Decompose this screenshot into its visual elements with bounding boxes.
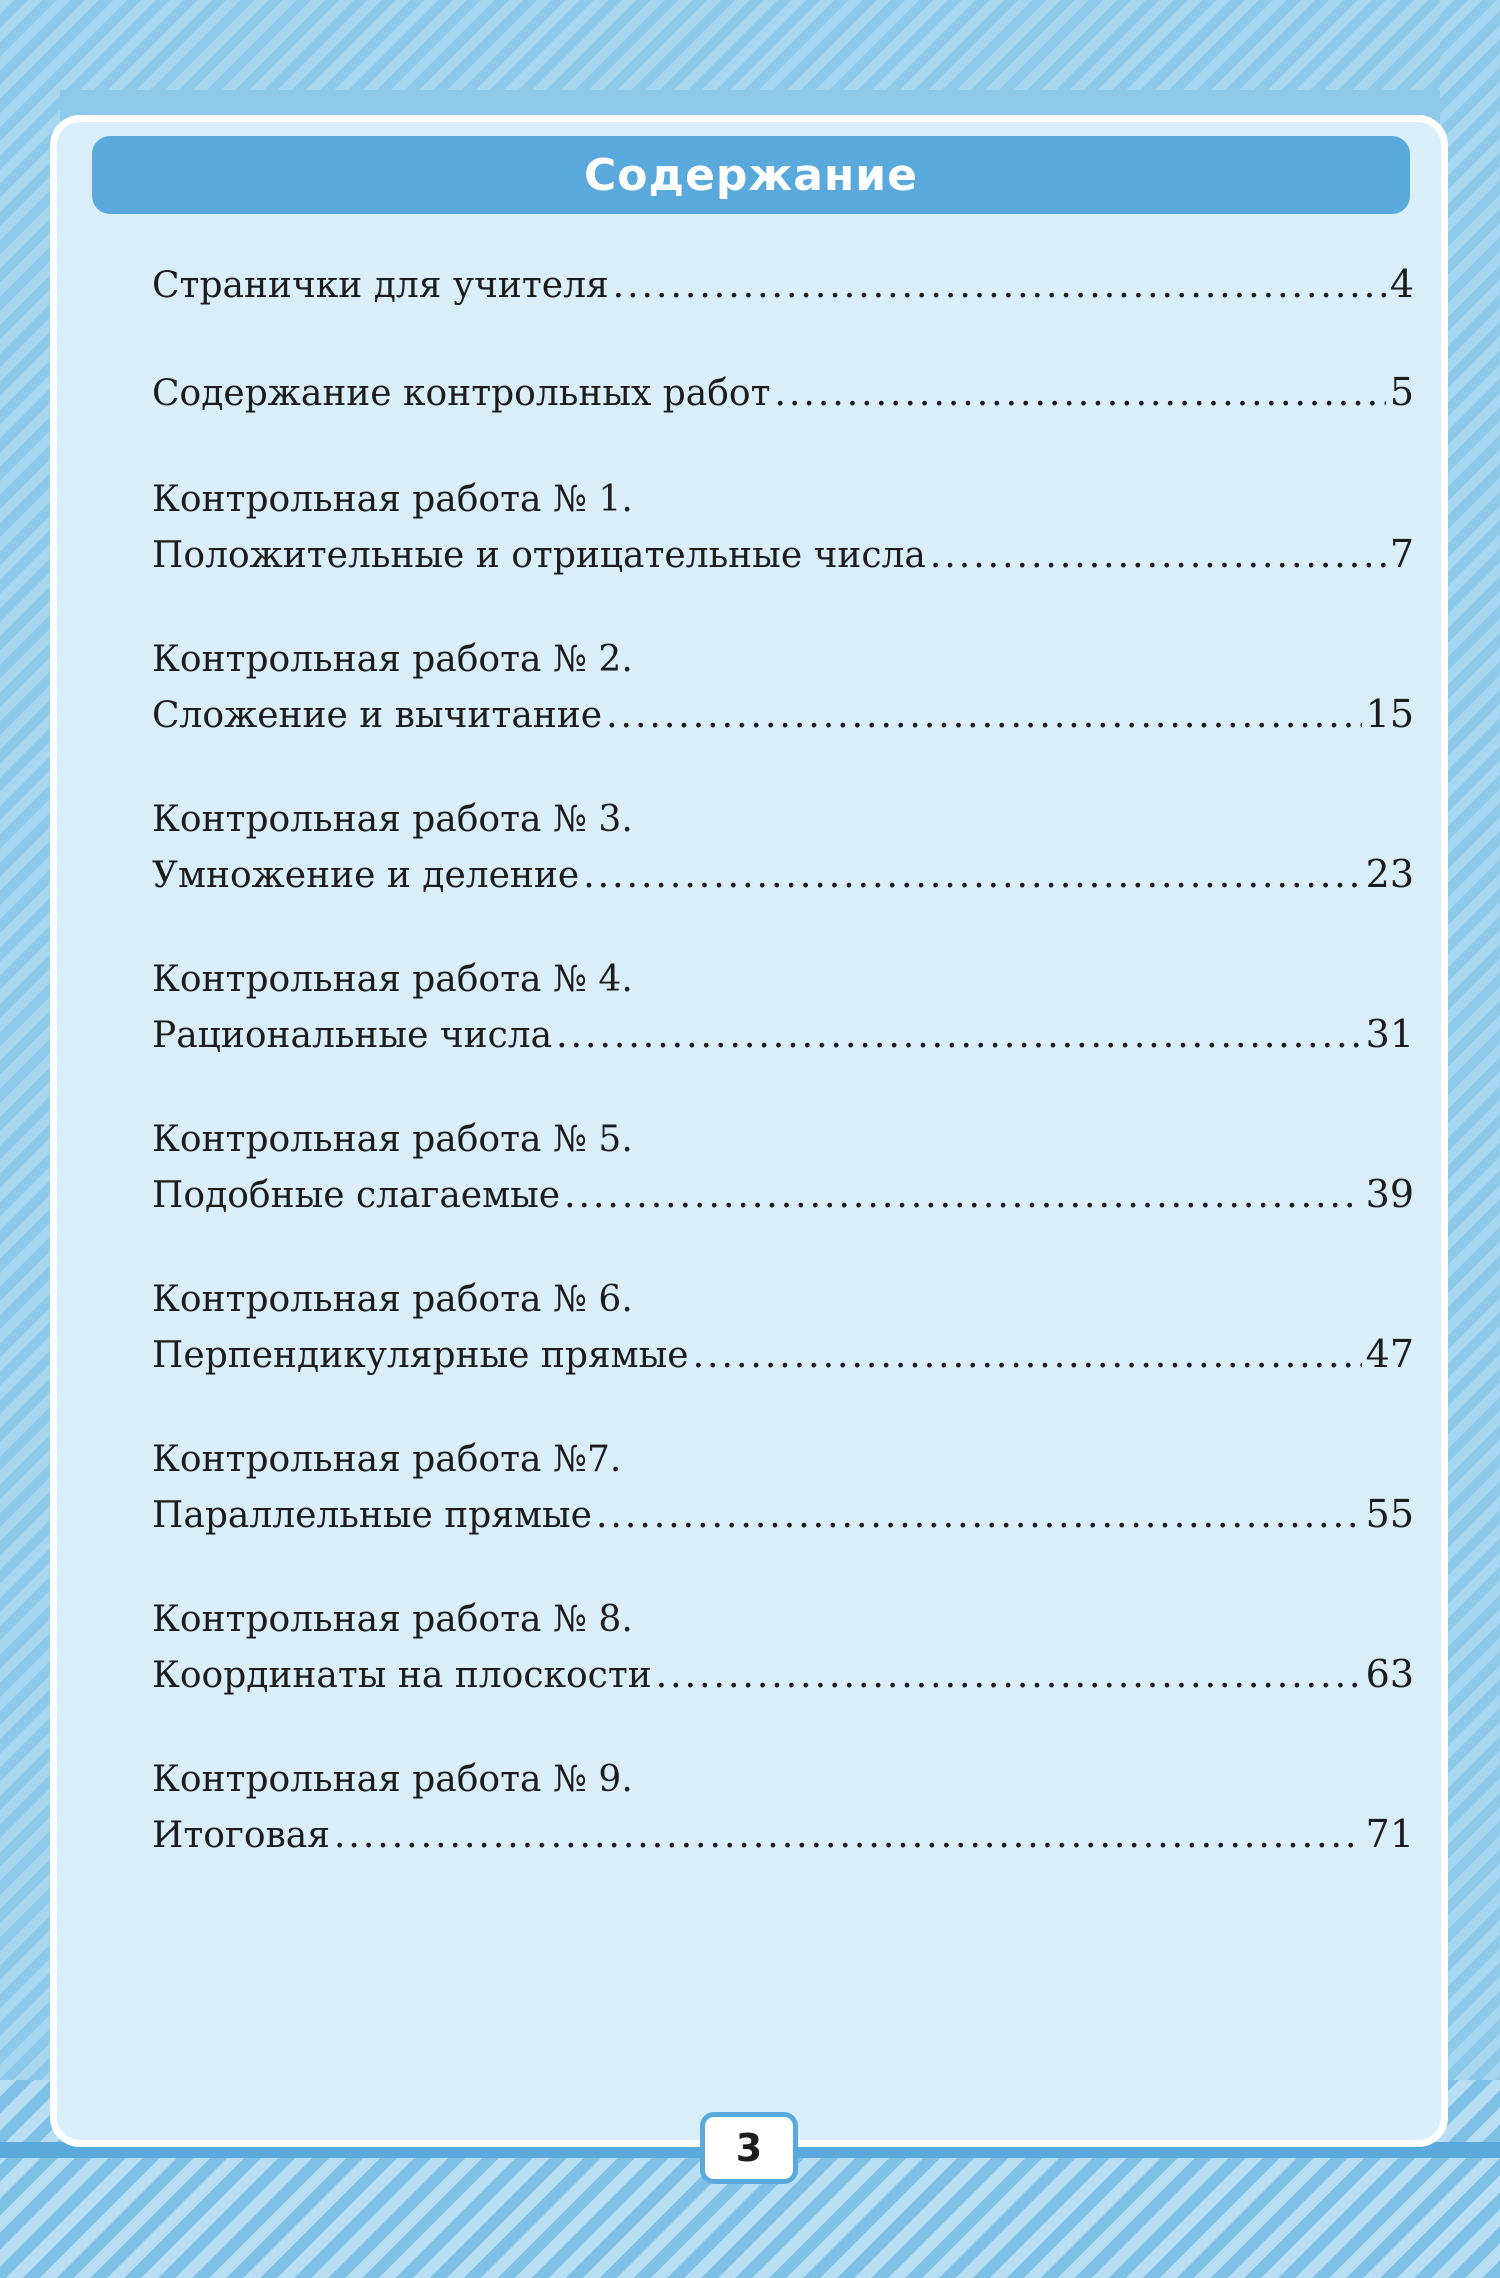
toc-entry-page: 71 [1365,1812,1414,1856]
toc-entry-title: Странички для учителя [152,265,609,306]
page-title: Содержание [584,149,918,201]
toc-entry[interactable] [152,793,1414,903]
leader-dots [606,689,1362,743]
toc-entry-heading: Контрольная работа № 6. [152,1279,633,1320]
toc-entry-page: 47 [1365,1332,1414,1376]
toc-entry[interactable] [152,473,1414,583]
toc-entry-heading: Контрольная работа № 4. [152,959,633,1000]
toc-entry[interactable] [152,1273,1414,1383]
toc-entry-heading: Контрольная работа № 3. [152,799,633,840]
toc-entry-heading: Контрольная работа № 8. [152,1599,633,1640]
leader-dots [596,1489,1362,1543]
toc-entry[interactable] [152,257,1414,313]
leader-dots [583,849,1361,903]
toc-entry-title: Перпендикулярные прямые [152,1335,689,1376]
leader-dots [556,1009,1362,1063]
right-pattern [1440,0,1500,2278]
toc-entry-page: 7 [1389,532,1414,576]
leader-dots [656,1649,1362,1703]
table-of-contents [152,257,1414,1863]
toc-entry-title: Подобные слагаемые [152,1175,561,1216]
content-frame [50,115,1448,2147]
page-number-badge [700,2112,798,2184]
toc-entry[interactable] [152,365,1414,421]
toc-entry[interactable] [152,1433,1414,1543]
toc-entry-page: 4 [1389,262,1414,306]
header-bar [92,136,1410,214]
toc-entry-title: Положительные и отрицательные числа [152,535,926,576]
toc-entry-page: 31 [1365,1012,1414,1056]
toc-entry-heading: Контрольная работа № 9. [152,1759,633,1800]
toc-entry-page: 15 [1365,692,1414,736]
top-pattern [0,0,1500,90]
leader-dots [775,367,1386,421]
leader-dots [564,1169,1362,1223]
leader-dots [334,1809,1362,1863]
toc-entry-page: 39 [1365,1172,1414,1216]
leader-dots [693,1329,1362,1383]
toc-entry-title: Рациональные числа [152,1015,553,1056]
toc-entry[interactable] [152,1113,1414,1223]
toc-entry-title: Итоговая [152,1815,330,1856]
toc-entry-page: 63 [1365,1652,1414,1696]
toc-entry-heading: Контрольная работа №7. [152,1439,622,1480]
toc-entry-title: Параллельные прямые [152,1495,592,1536]
toc-entry[interactable] [152,1753,1414,1863]
toc-entry-page: 23 [1365,852,1414,896]
toc-entry-title: Умножение и деление [152,855,580,896]
leader-dots [613,259,1386,313]
leader-dots [930,529,1386,583]
toc-entry[interactable] [152,633,1414,743]
toc-entry-title: Сложение и вычитание [152,695,603,736]
toc-entry-title: Координаты на плоскости [152,1655,652,1696]
toc-entry-page: 55 [1365,1492,1414,1536]
toc-entry-heading: Контрольная работа № 2. [152,639,633,680]
toc-entry[interactable] [152,953,1414,1063]
toc-entry[interactable] [152,1593,1414,1703]
page-number: 3 [735,2126,763,2170]
toc-entry-heading: Контрольная работа № 5. [152,1119,633,1160]
toc-entry-title: Содержание контрольных работ [152,373,771,414]
toc-entry-heading: Контрольная работа № 1. [152,479,633,520]
toc-entry-page: 5 [1389,370,1414,414]
